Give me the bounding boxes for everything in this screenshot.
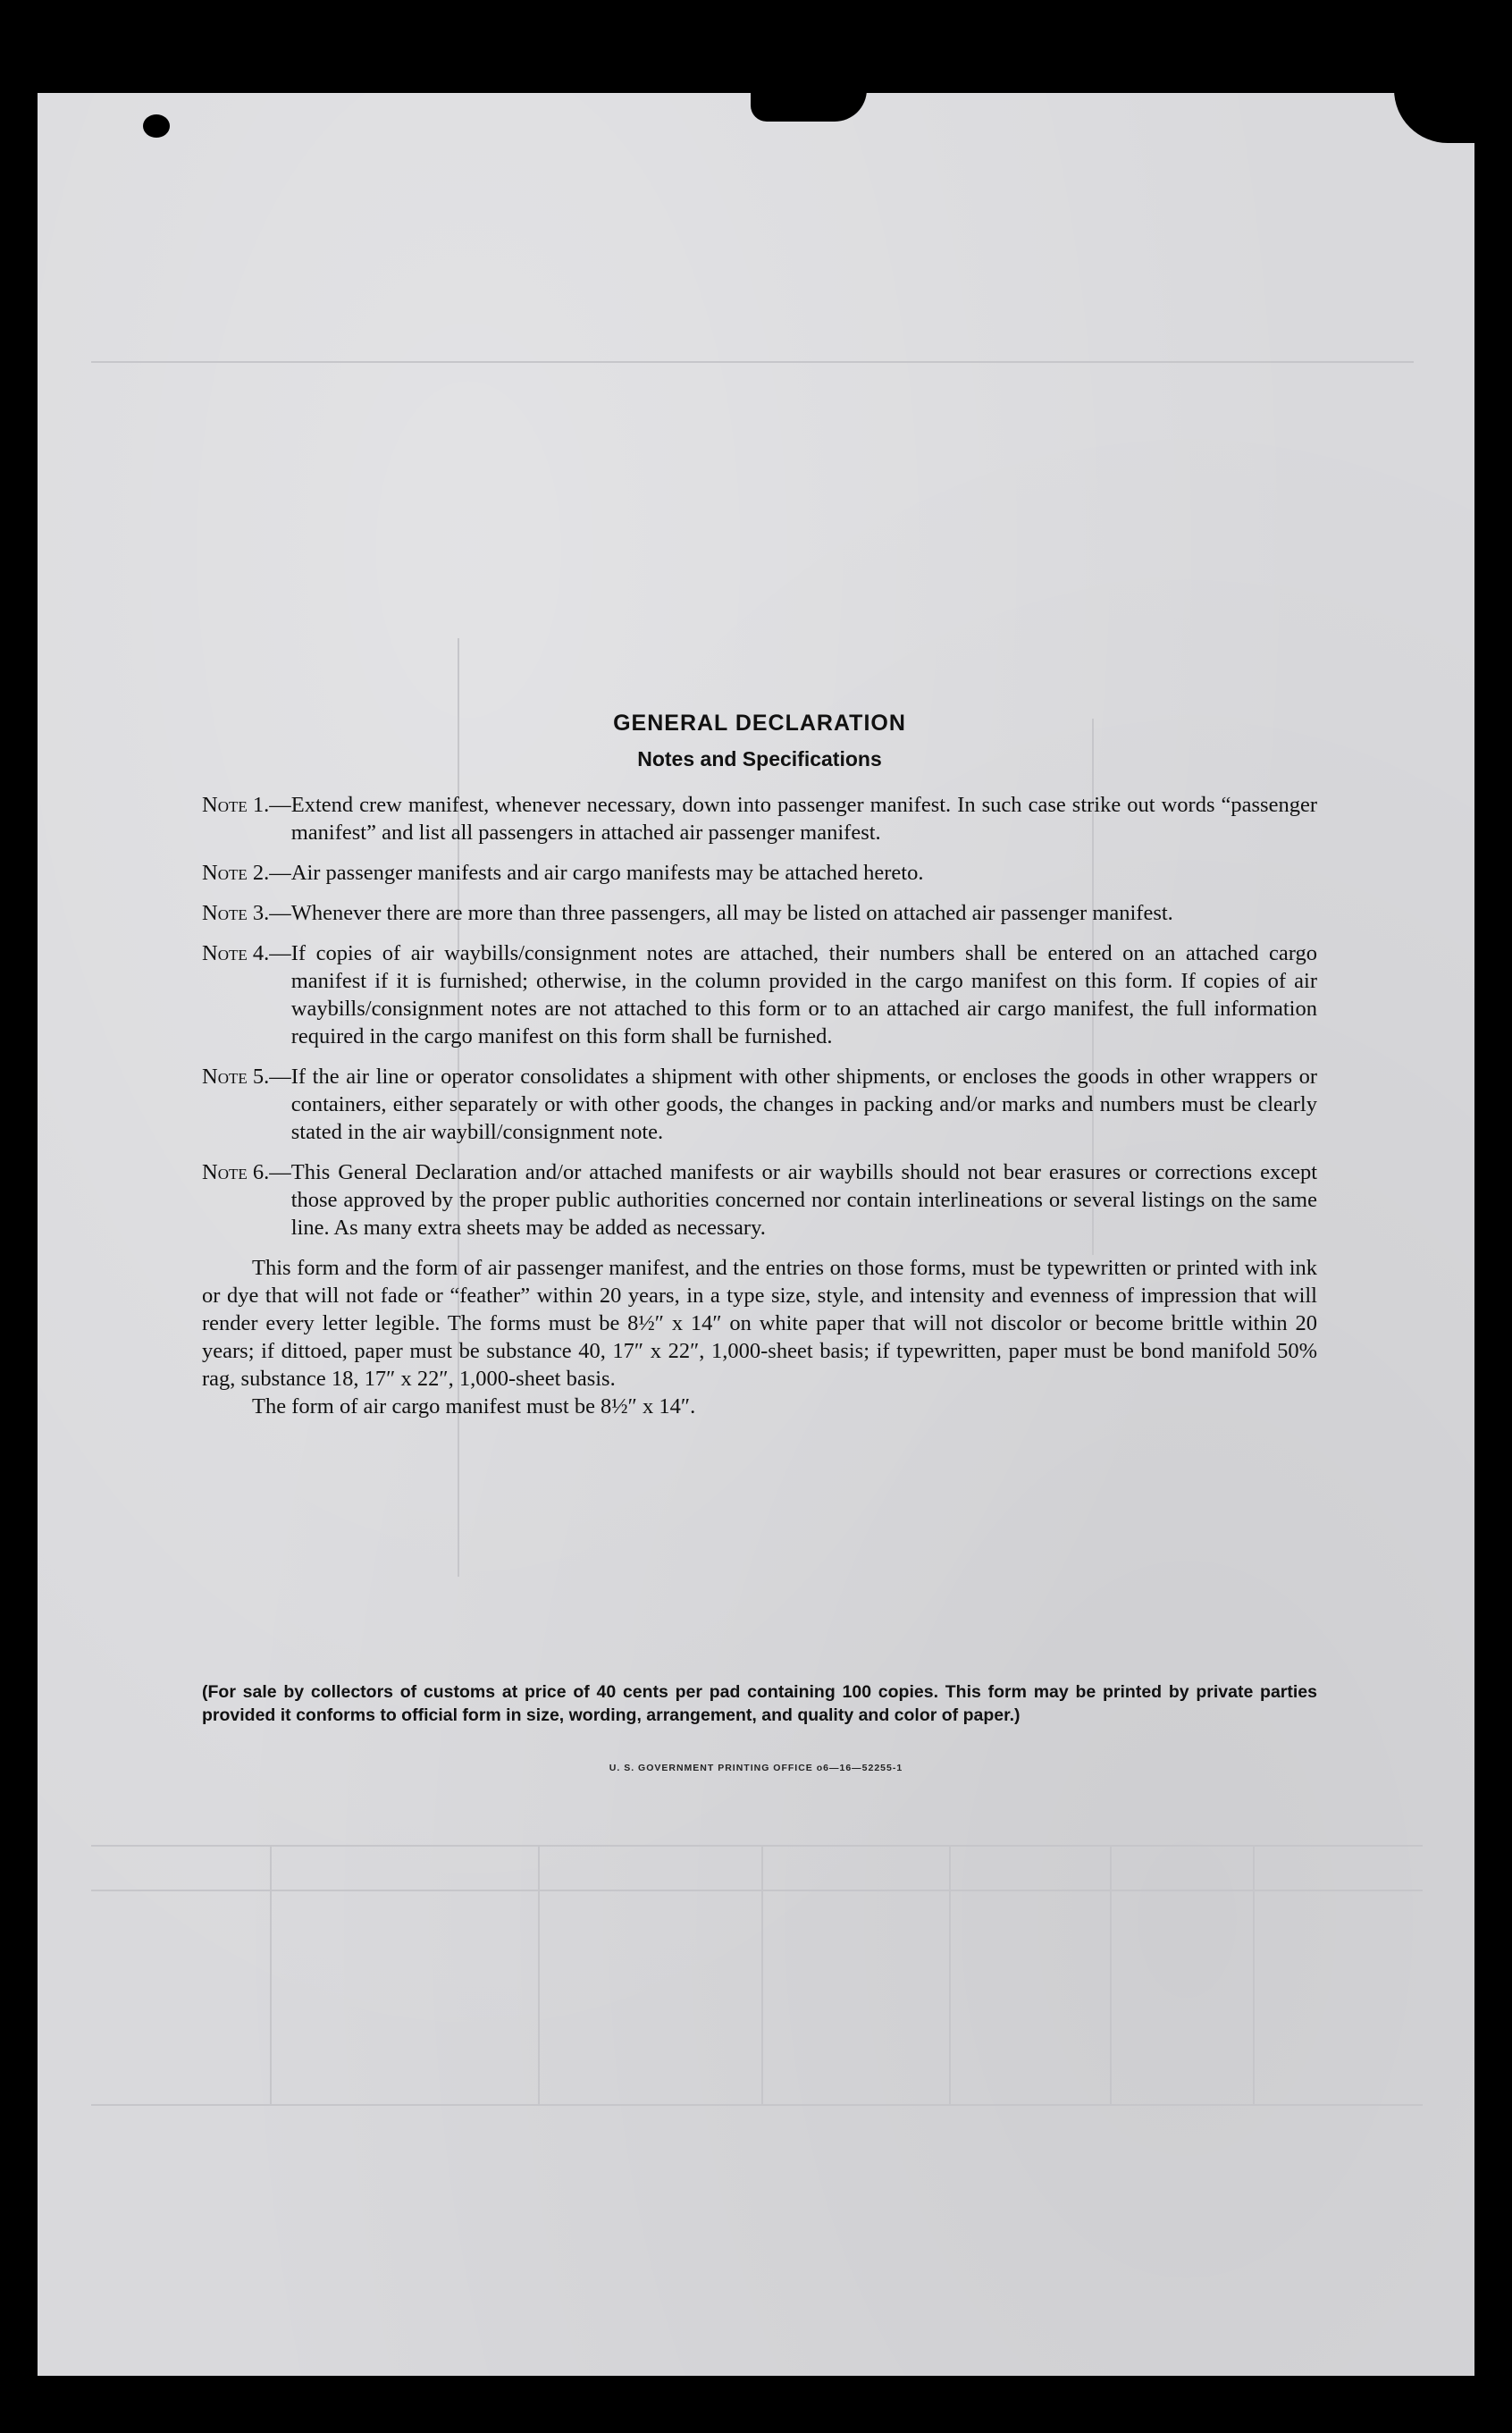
note-label: Note 4.— (202, 941, 291, 965)
note-label: Note 1.— (202, 793, 291, 817)
sale-notice: (For sale by collectors of customs at price of 40 cents per pad containing 100 copies. This form may be printed by private parties provided it conforms to official form in size, wording, arrangement, and quality and color of paper.) (202, 1682, 1317, 1725)
torn-edge (751, 89, 867, 122)
bleed-through-rule (538, 1845, 540, 2104)
note-3 (202, 899, 1317, 927)
cargo-manifest-size-paragraph: The form of air cargo manifest must be 8½″ x 14″. (252, 1394, 696, 1419)
note-4 (202, 939, 1317, 1050)
note-2 (202, 859, 1317, 887)
note-text: Air passenger manifests and air cargo manifests may be attached hereto. (290, 861, 924, 885)
bleed-through-rule (761, 1845, 763, 2104)
bleed-through-rule (91, 1845, 1423, 1847)
note-6 (202, 1158, 1317, 1242)
bleed-through-rule (949, 1845, 951, 2104)
note-label: Note 5.— (202, 1065, 291, 1089)
bleed-through-rule (1253, 1845, 1255, 2104)
bleed-through-rule (91, 2104, 1423, 2106)
paper-specification-paragraph: This form and the form of air passenger manifest, and the entries on those forms, must be typewritten or printed with ink or dye that will not fade or “feather” within 20 years, in a type size, style, and intensity and evenness of impression that will render every letter legible. The forms must be 8½″ x 14″ on white paper that will not discolor or become brittle within 20 years; if dittoed, paper must be substance 40, 17″ x 22″, 1,000-sheet basis; if typewritten, paper must be bond manifold 50% rag, substance 18, 17″ x 22″, 1,000-sheet basis. (202, 1256, 1317, 1391)
note-text: Whenever there are more than three passengers, all may be listed on attached air passenger manifest. (290, 901, 1173, 925)
bleed-through-rule (1110, 1845, 1112, 2104)
bleed-through-rule (270, 1845, 272, 2104)
bleed-through-rule (91, 361, 1414, 363)
note-text: If copies of air waybills/consignment notes are attached, their numbers shall be entered on an attached cargo manifest if it is furnished; otherwise, in the column provided in the cargo manifest on this form. If copies of air waybills/consignment notes are not attached to this form or to an attached air cargo manifest, the full information required in the cargo manifest on this form shall be furnished. (290, 941, 1317, 1048)
bleed-through-rule (91, 1890, 1423, 1891)
note-text: This General Declaration and/or attached manifests or air waybills should not bear erasures or corrections except those approved by the proper public authorities concerned nor contain interlineations or several listings on the same line. As many extra sheets may be added as necessary. (290, 1160, 1317, 1240)
hole-punch-mark (143, 114, 170, 138)
note-label: Note 6.— (202, 1160, 291, 1184)
note-1 (202, 791, 1317, 846)
note-5 (202, 1063, 1317, 1146)
printer-imprint: U. S. GOVERNMENT PRINTING OFFICE o6—16—52255-1 (609, 1763, 903, 1773)
notes-section (202, 711, 1317, 1420)
note-text: Extend crew manifest, whenever necessary, down into passenger manifest. In such case strike out words “passenger manifest” and list all passengers in attached air passenger manifest. (290, 793, 1317, 845)
document-subtitle: Notes and Specifications (637, 747, 882, 770)
document-title: GENERAL DECLARATION (613, 711, 906, 736)
note-label: Note 3.— (202, 901, 291, 925)
note-text: If the air line or operator consolidates a shipment with other shipments, or encloses the goods in other wrappers or containers, either separately or with other goods, the changes in packing and/or marks and numbers must be clearly stated in the air waybill/consignment note. (290, 1065, 1317, 1144)
note-label: Note 2.— (202, 861, 291, 885)
